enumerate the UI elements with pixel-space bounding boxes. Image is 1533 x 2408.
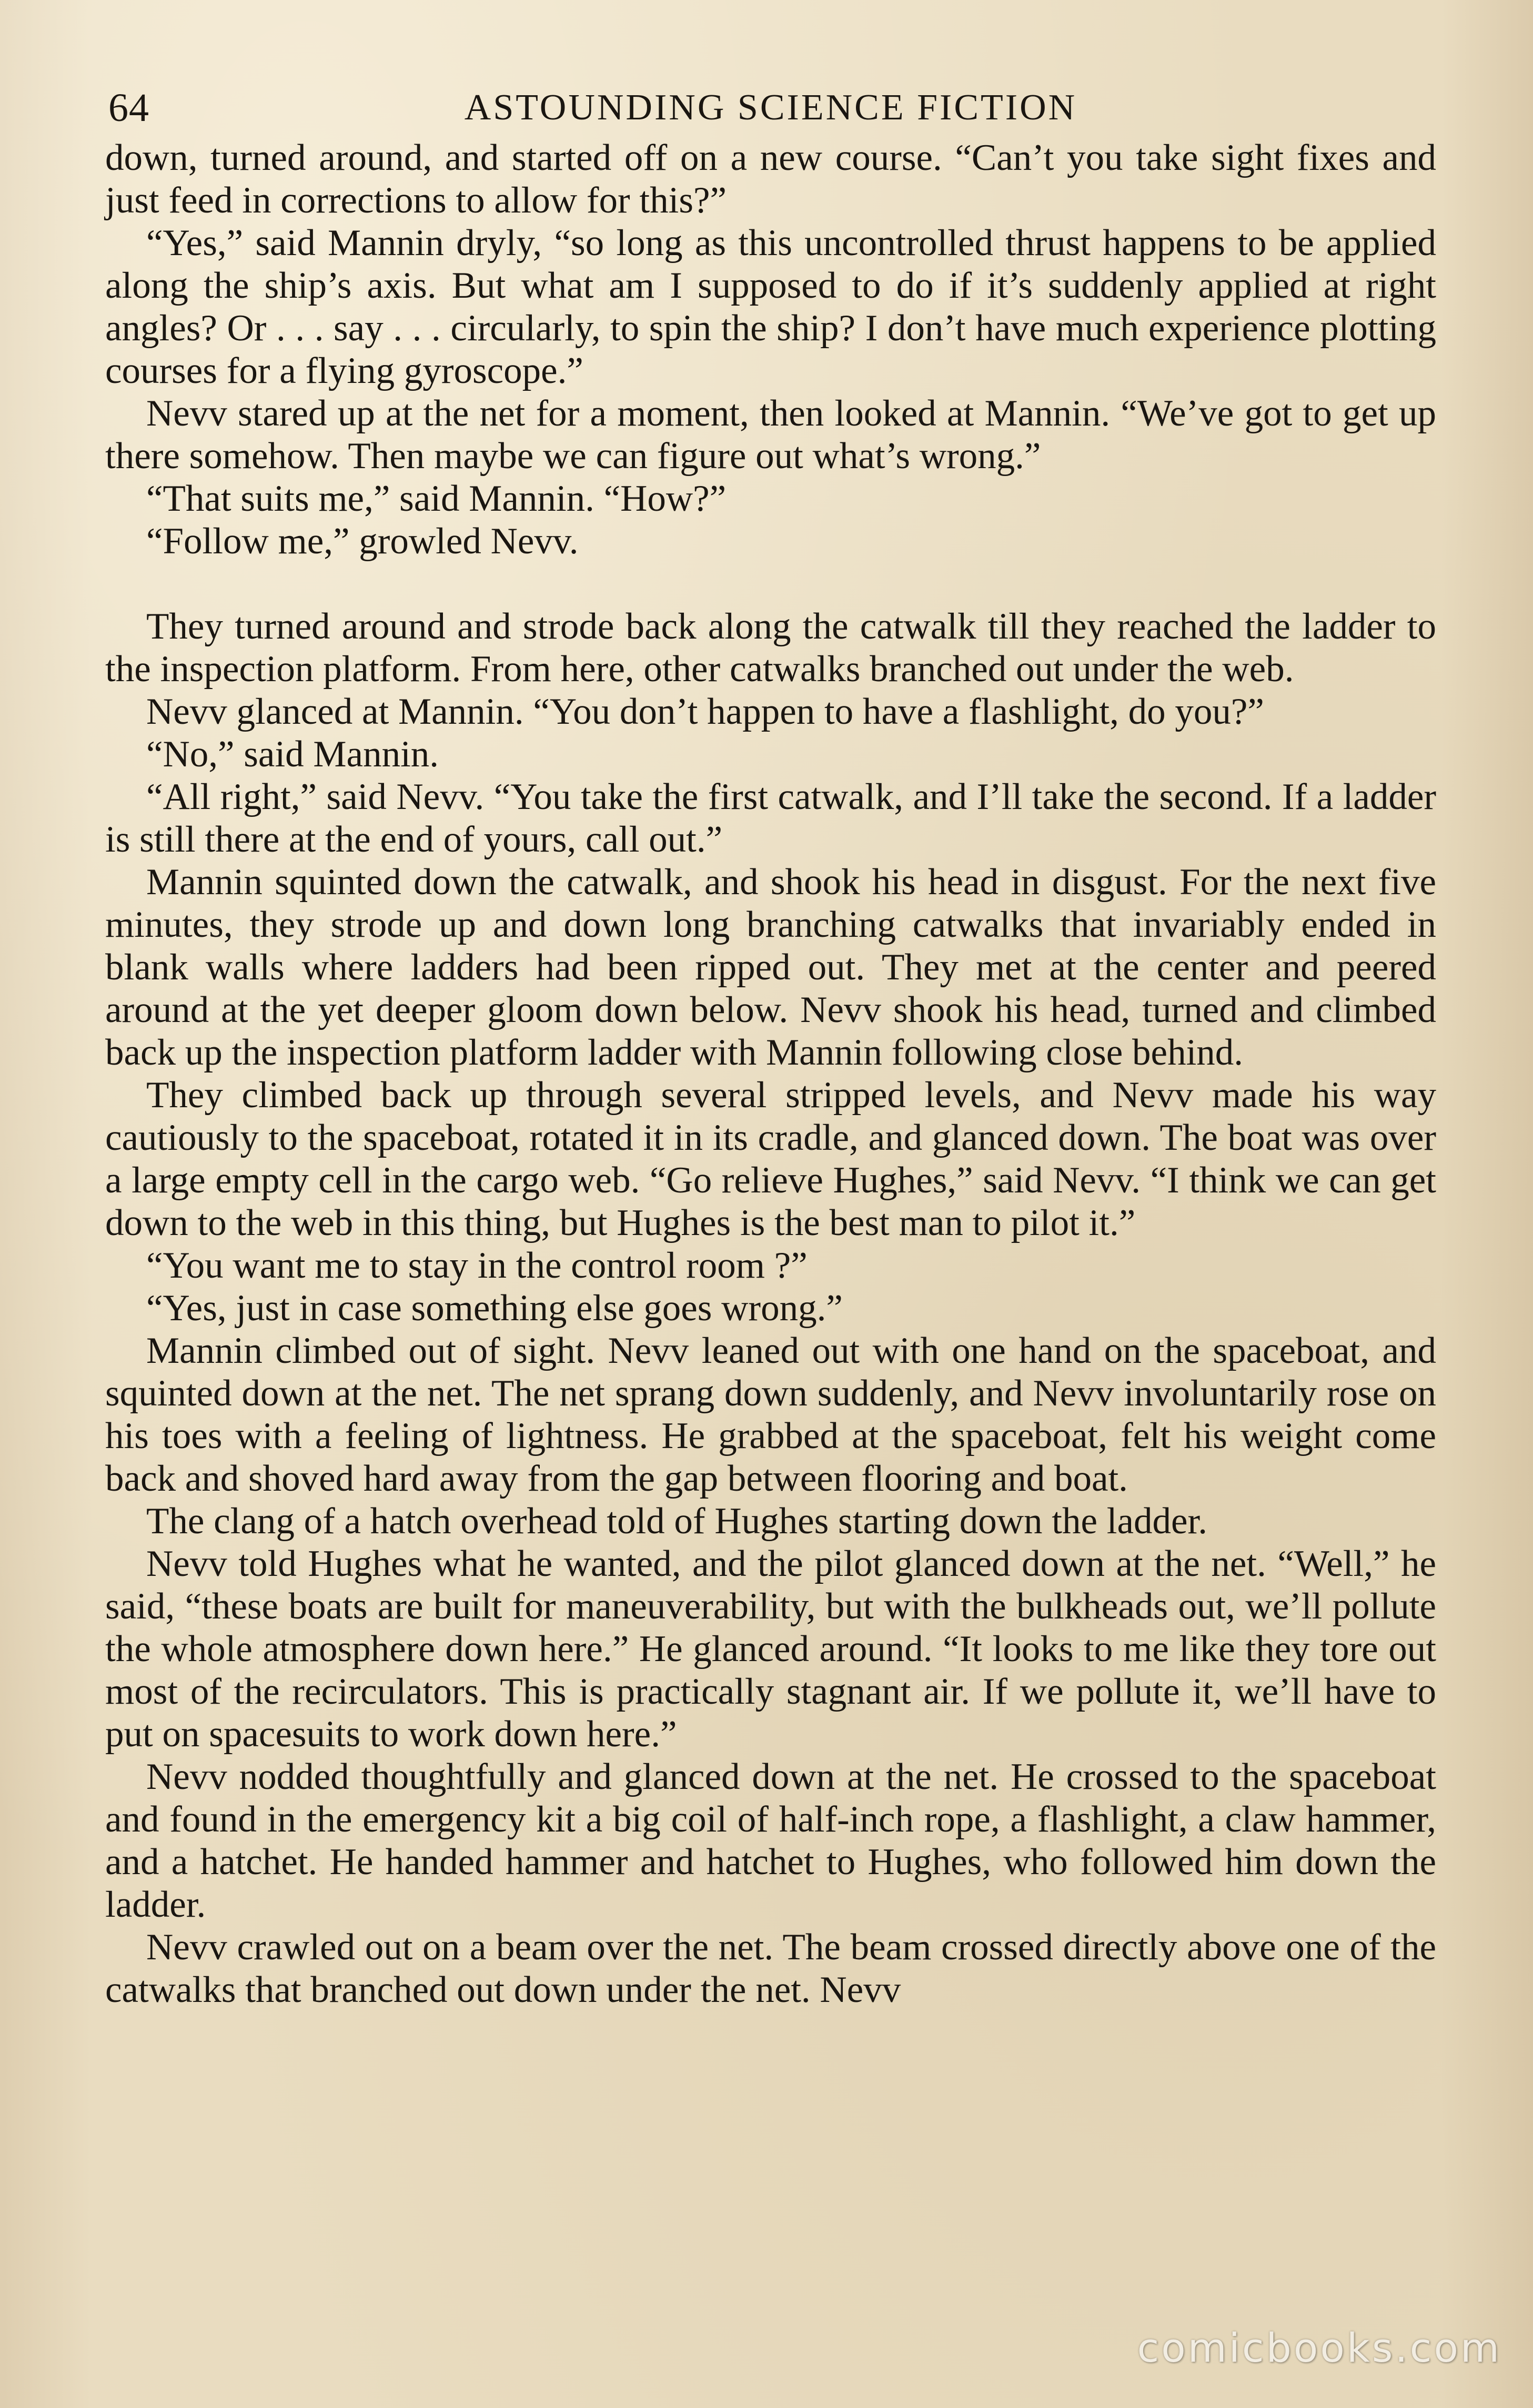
paragraph: They turned around and strode back along the catwalk till they reached the ladder to the inspection platform. From here, other catwalks branched out under the web.	[105, 606, 1436, 690]
paragraph: Mannin squinted down the catwalk, and shook his head in disgust. For the next five minutes, they strode up and down long branching catwalks that invariably ended in blank walls where ladders had been ripped out. They met at the center and peered around at the yet deeper gloom down below. Nevv shook his head, turned and climbed back up the inspection platform ladder with Mannin following close behind.	[105, 862, 1436, 1073]
watermark-logo: comicbooks.com	[1137, 2324, 1501, 2371]
paragraph: They climbed back up through several stripped levels, and Nevv made his way cautiously to the spaceboat, rotated it in its cradle, and glanced down. The boat was over a large empty cell in the cargo web. “Go relieve Hughes,” said Nevv. “I think we can get down to the web in this thing, but Hughes is the best man to pilot it.”	[105, 1075, 1436, 1243]
paragraph: “You want me to stay in the control room ?”	[146, 1245, 808, 1286]
page-number: 64	[108, 86, 149, 130]
paragraph: “All right,” said Nevv. “You take the first catwalk, and I’ll take the second. If a ladder is still there at the end of yours, call out.”	[105, 776, 1436, 860]
paragraph: “Yes, just in case something else goes wrong.”	[146, 1288, 843, 1329]
paragraph: down, turned around, and started off on a new course. “Can’t you take sight fixes and just feed in corrections to allow for this?”	[105, 137, 1436, 221]
paragraph: Nevv stared up at the net for a moment, then looked at Mannin. “We’ve got to get up there somehow. Then maybe we can figure out what’s wrong.”	[105, 393, 1436, 477]
book-page	[105, 79, 1436, 2011]
body-text	[105, 137, 1436, 2011]
page-header	[105, 79, 1436, 137]
paragraph: “Yes,” said Mannin dryly, “so long as this uncontrolled thrust happens to be applied along the ship’s axis. But what am I supposed to do if it’s suddenly applied at right angles? Or . . . say . . . circularly, to spin the ship? I don’t have much experience plotting courses for a flying gyroscope.”	[105, 222, 1436, 391]
paragraph: “That suits me,” said Mannin. “How?”	[146, 478, 727, 519]
paragraph: “Follow me,” growled Nevv.	[146, 521, 579, 562]
running-head: ASTOUNDING SCIENCE FICTION	[464, 87, 1077, 128]
paragraph: Nevv told Hughes what he wanted, and the pilot glanced down at the net. “Well,” he said, “these boats are built for maneuverability, but with the bulkheads out, we’ll pollute the whole atmosphere down here.” He glanced around. “It looks to me like they tore out most of the recirculators. This is practically stagnant air. If we pollute it, we’ll have to put on spacesuits to work down here.”	[105, 1543, 1436, 1755]
paragraph: Nevv nodded thoughtfully and glanced down at the net. He crossed to the spaceboat and found in the emergency kit a big coil of half-inch rope, a flashlight, a claw hammer, and a hatchet. He handed hammer and hatchet to Hughes, who followed him down the ladder.	[105, 1756, 1436, 1925]
paragraph: “No,” said Mannin.	[146, 734, 439, 775]
paragraph: Mannin climbed out of sight. Nevv leaned out with one hand on the spaceboat, and squinted down at the net. The net sprang down suddenly, and Nevv involuntarily rose on his toes with a feeling of lightness. He grabbed at the spaceboat, felt his weight come back and shoved hard away from the gap between flooring and boat.	[105, 1330, 1436, 1499]
paragraph: Nevv glanced at Mannin. “You don’t happen to have a flashlight, do you?”	[146, 691, 1264, 732]
paragraph: The clang of a hatch overhead told of Hughes starting down the ladder.	[146, 1501, 1207, 1542]
paragraph: Nevv crawled out on a beam over the net. The beam crossed directly above one of the catwalks that branched out down under the net. Nevv	[105, 1927, 1436, 2010]
